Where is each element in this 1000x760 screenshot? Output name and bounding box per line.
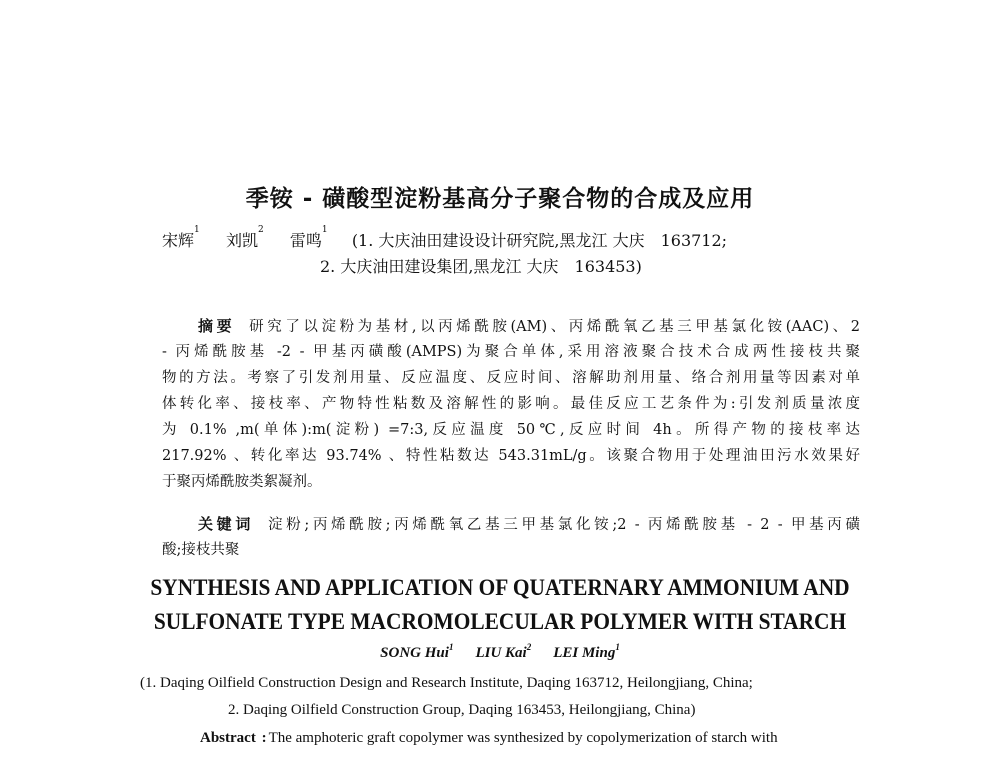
keywords-line: 酸;接枝共聚 (162, 542, 240, 558)
author-name: SONG Hui (380, 645, 449, 661)
author-name: 刘凯 (225, 231, 258, 250)
keywords-line: 关键词 淀粉;丙烯酰胺;丙烯酰氧乙基三甲基氯化铵;2 - 丙烯酰胺基 - 2 - 甲基丙磺 (198, 515, 860, 533)
author-name: LIU Kai (475, 645, 527, 661)
author-name: 宋辉 (162, 231, 195, 250)
affiliation-chinese-2: 2. 大庆油田建设集团,黑龙江 大庆 163453) (320, 257, 642, 276)
abstract-english-text: The amphoteric graft copolymer was synthesized by copolymerization of starch with (268, 730, 778, 746)
abstract-english-label: Abstract (200, 730, 256, 746)
abstract-line: 物的方法。考察了引发剂用量、反应温度、反应时间、溶解助剂用量、络合剂用量等因素对单 (162, 370, 860, 386)
affiliation-english-2: 2. Daqing Oilfield Construction Group, Daqing 163453, Heilongjiang, China) (228, 702, 696, 718)
abstract-chinese (162, 313, 860, 495)
abstract-line: 体转化率、接枝率、产物特性粘数及溶解性的影响。最佳反应工艺条件为:引发剂质量浓度 (162, 396, 860, 412)
keywords-chinese (162, 511, 860, 563)
authors-chinese (162, 225, 728, 251)
abstract-english (200, 730, 778, 747)
abstract-english-separator: : (257, 730, 267, 746)
author-name: 雷鸣 (289, 231, 322, 250)
paper-title-english-line-2: SULFONATE TYPE MACROMOLECULAR POLYMER WITH STARCH (153, 609, 847, 634)
author-name: LEI Ming (553, 645, 616, 661)
author-affiliation-mark: 1 (321, 225, 328, 235)
author-affiliation-mark: 1 (194, 225, 200, 235)
affiliation-english-1: (1. Daqing Oilfield Construction Design and Research Institute, Daqing 163712, Heilongjiang, China; (140, 675, 753, 691)
author-affiliation-mark: 1 (615, 642, 620, 652)
abstract-line: 为 0.1% ,m(单体):m(淀粉) =7:3,反应温度 50℃,反应时间 4h。所得产物的接枝率达 (162, 422, 860, 438)
author-affiliation-mark: 1 (448, 642, 454, 652)
author-affiliation-mark: 2 (526, 642, 532, 652)
abstract-line: 217.92% 、转化率达 93.74% 、特性粘数达 543.31mL/g。该聚合物用于处理油田污水效果好 (162, 448, 860, 464)
abstract-label: 摘要 (198, 317, 236, 335)
paper-title-chinese: 季铵 - 磺酸型淀粉基高分子聚合物的合成及应用 (245, 186, 755, 212)
abstract-line: 摘要 研究了以淀粉为基材,以丙烯酰胺(AM)、丙烯酰氧乙基三甲基氯化铵(AAC)、2 (198, 317, 860, 335)
author-affiliation-mark: 2 (257, 225, 264, 235)
abstract-line: - 丙烯酰胺基 -2 - 甲基丙磺酸(AMPS)为聚合单体,采用溶液聚合技术合成两性接枝共聚 (162, 344, 860, 360)
authors-english (0, 642, 1000, 662)
abstract-line: 于聚丙烯酰胺类絮凝剂。 (162, 474, 322, 490)
affiliation-chinese-1: (1. 大庆油田建设设计研究院,黑龙江 大庆 163712; (351, 231, 728, 250)
paper-title-english-line-1: SYNTHESIS AND APPLICATION OF QUATERNARY AMMONIUM AND (150, 575, 850, 600)
keywords-label: 关键词 (198, 515, 255, 533)
